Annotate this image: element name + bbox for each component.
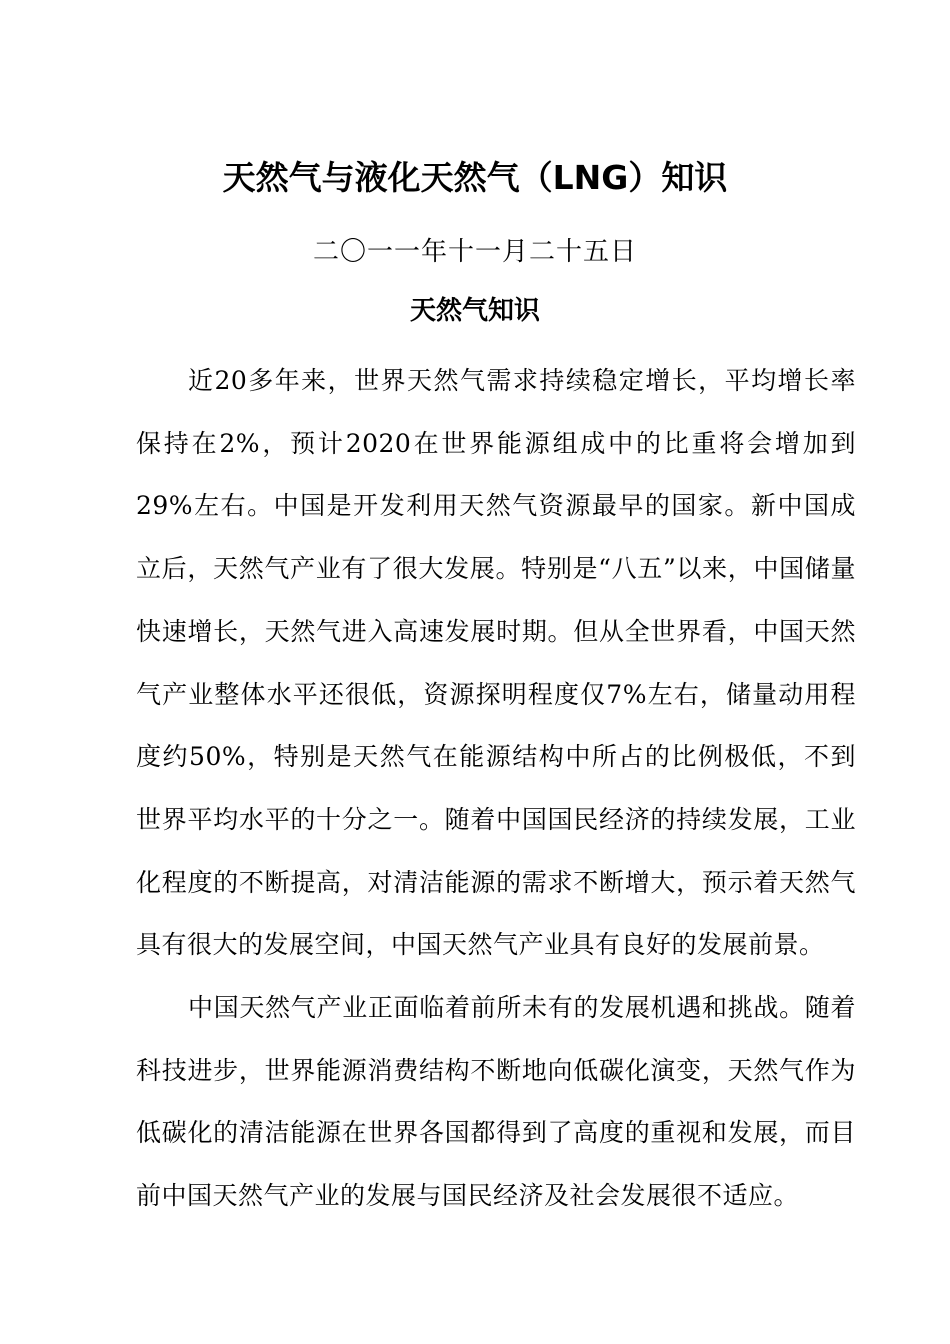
paragraph-2: 中国天然气产业正面临着前所未有的发展机遇和挑战。随着科技进步，世界能源消费结构不断地向低碳化演变，天然气作为低碳化的清洁能源在世界各国都得到了高度的重视和发展，而目前中国天然气产业的发展与国民经济及社会发展很不适应。 <box>136 993 856 1211</box>
paragraph-1: 近20多年来，世界天然气需求持续稳定增长，平均增长率保持在2%，预计2020在世界能源组成中的比重将会增加到29%左右。中国是开发利用天然气资源最早的国家。新中国成立后，天然气产业有了很大发展。特别是“八五”以来，中国储量快速增长，天然气进入高速发展时期。但从全世界看，中国天然气产业整体水平还很低，资源探明程度仅7%左右，储量动用程度约50%，特别是天然气在能源结构中所占的比例极低，不到世界平均水平的十分之一。随着中国国民经济的持续发展，工业化程度的不断提高，对清洁能源的需求不断增大，预示着天然气具有很大的发展空间，中国天然气产业具有良好的发展前景。 <box>136 366 856 960</box>
section-heading: 天然气知识 <box>409 296 540 326</box>
document-title: 天然气与液化天然气（LNG）知识 <box>222 158 728 197</box>
document-date: 二〇一一年十一月二十五日 <box>312 237 637 267</box>
document-body <box>136 350 856 1228</box>
